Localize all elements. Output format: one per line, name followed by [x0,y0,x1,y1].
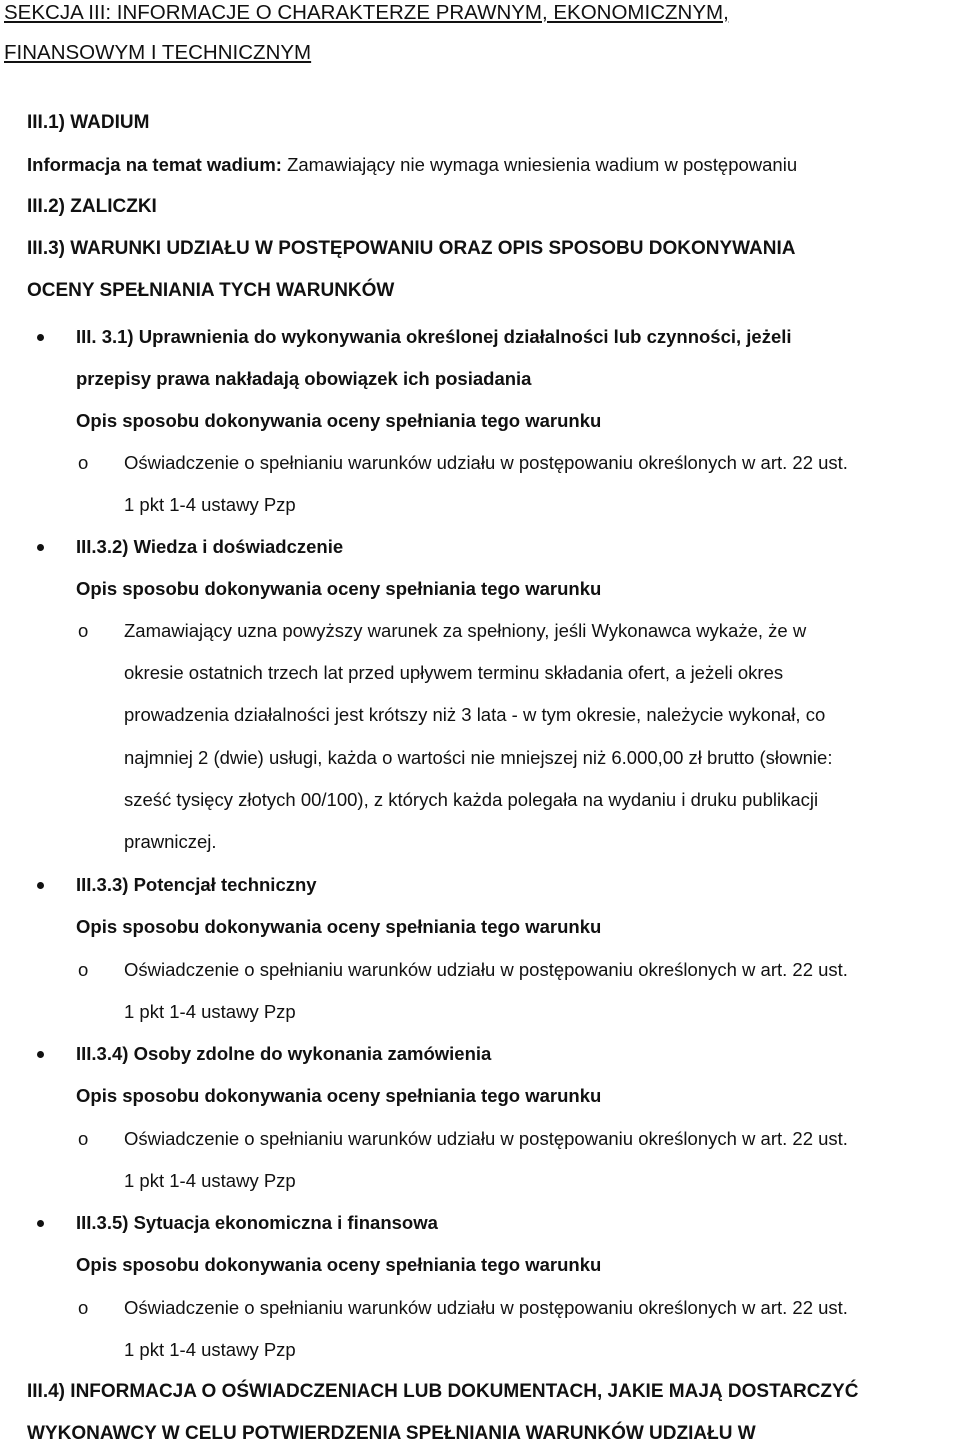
condition-title: III.3.5) Sytuacja ekonomiczna i finansowa [76,1212,438,1233]
warunki-heading-line-2: OCENY SPEŁNIANIA TYCH WARUNKÓW [27,280,395,301]
condition-text: 1 pkt 1-4 ustawy Pzp [124,1001,296,1022]
condition-title: III.3.2) Wiedza i doświadczenie [76,536,344,557]
bullet-dot [37,1051,44,1058]
condition-title: III.3.4) Osoby zdolne do wykonania zamówienia [76,1043,492,1064]
condition-text: prowadzenia działalności jest krótszy niż 3 lata - w tym okresie, należycie wykonał, co [124,704,826,725]
opis-label: Opis sposobu dokonywania oceny spełniania tego warunku [76,1254,602,1275]
condition-text: okresie ostatnich trzech lat przed upływem terminu składania ofert, a jeżeli okres [124,662,784,683]
sub-bullet: o [78,620,89,641]
condition-text: prawniczej. [124,831,217,852]
condition-text: Oświadczenie o spełnianiu warunków udziału w postępowaniu określonych w art. 22 ust. [124,1128,848,1149]
sub-bullet: o [78,959,89,980]
section-title-line-1: SEKCJA III: INFORMACJE O CHARAKTERZE PRAWNYM, EKONOMICZNYM, [4,1,729,24]
section-title-line-2: FINANSOWYM I TECHNICZNYM [4,41,312,64]
condition-text: Zamawiający uzna powyższy warunek za spełniony, jeśli Wykonawca wykaże, że w [124,620,807,641]
opis-label: Opis sposobu dokonywania oceny spełniania tego warunku [76,578,602,599]
condition-text: 1 pkt 1-4 ustawy Pzp [124,1339,296,1360]
sub-bullet: o [78,1297,89,1318]
informacja-heading-line-1: III.4) INFORMACJA O OŚWIADCZENIACH LUB DOKUMENTACH, JAKIE MAJĄ DOSTARCZYĆ [27,1381,859,1402]
condition-text: Oświadczenie o spełnianiu warunków udziału w postępowaniu określonych w art. 22 ust. [124,959,848,980]
condition-text: 1 pkt 1-4 ustawy Pzp [124,494,296,515]
wadium-heading: III.1) WADIUM [27,112,150,133]
bullet-dot [37,1220,44,1227]
wadium-info [27,154,797,176]
condition-title: przepisy prawa nakładają obowiązek ich posiadania [76,368,532,389]
sub-bullet: o [78,452,89,473]
condition-title: III. 3.1) Uprawnienia do wykonywania określonej działalności lub czynności, jeżeli [76,326,792,347]
condition-text: Oświadczenie o spełnianiu warunków udziału w postępowaniu określonych w art. 22 ust. [124,452,848,473]
warunki-heading-line-1: III.3) WARUNKI UDZIAŁU W POSTĘPOWANIU ORAZ OPIS SPOSOBU DOKONYWANIA [27,238,796,259]
opis-label: Opis sposobu dokonywania oceny spełniania tego warunku [76,410,602,431]
zaliczki-heading: III.2) ZALICZKI [27,196,157,217]
bullet-dot [37,882,44,889]
bullet-dot [37,334,44,341]
condition-text: najmniej 2 (dwie) usługi, każda o wartości nie mniejszej niż 6.000,00 zł brutto (słownie: [124,747,833,768]
bullet-dot [37,544,44,551]
condition-text: sześć tysięcy złotych 00/100), z których każda polegała na wydaniu i druku publikacji [124,789,819,810]
wadium-info-value: Zamawiający nie wymaga wniesienia wadium w postępowaniu [281,154,798,175]
condition-text: Oświadczenie o spełnianiu warunków udziału w postępowaniu określonych w art. 22 ust. [124,1297,848,1318]
sub-bullet: o [78,1128,89,1149]
wadium-info-label: Informacja na temat wadium: [27,154,282,175]
condition-title: III.3.3) Potencjał techniczny [76,874,317,895]
informacja-heading-line-2: WYKONAWCY W CELU POTWIERDZENIA SPEŁNIANIA WARUNKÓW UDZIAŁU W [27,1423,756,1444]
condition-text: 1 pkt 1-4 ustawy Pzp [124,1170,296,1191]
opis-label: Opis sposobu dokonywania oceny spełniania tego warunku [76,916,602,937]
opis-label: Opis sposobu dokonywania oceny spełniania tego warunku [76,1085,602,1106]
